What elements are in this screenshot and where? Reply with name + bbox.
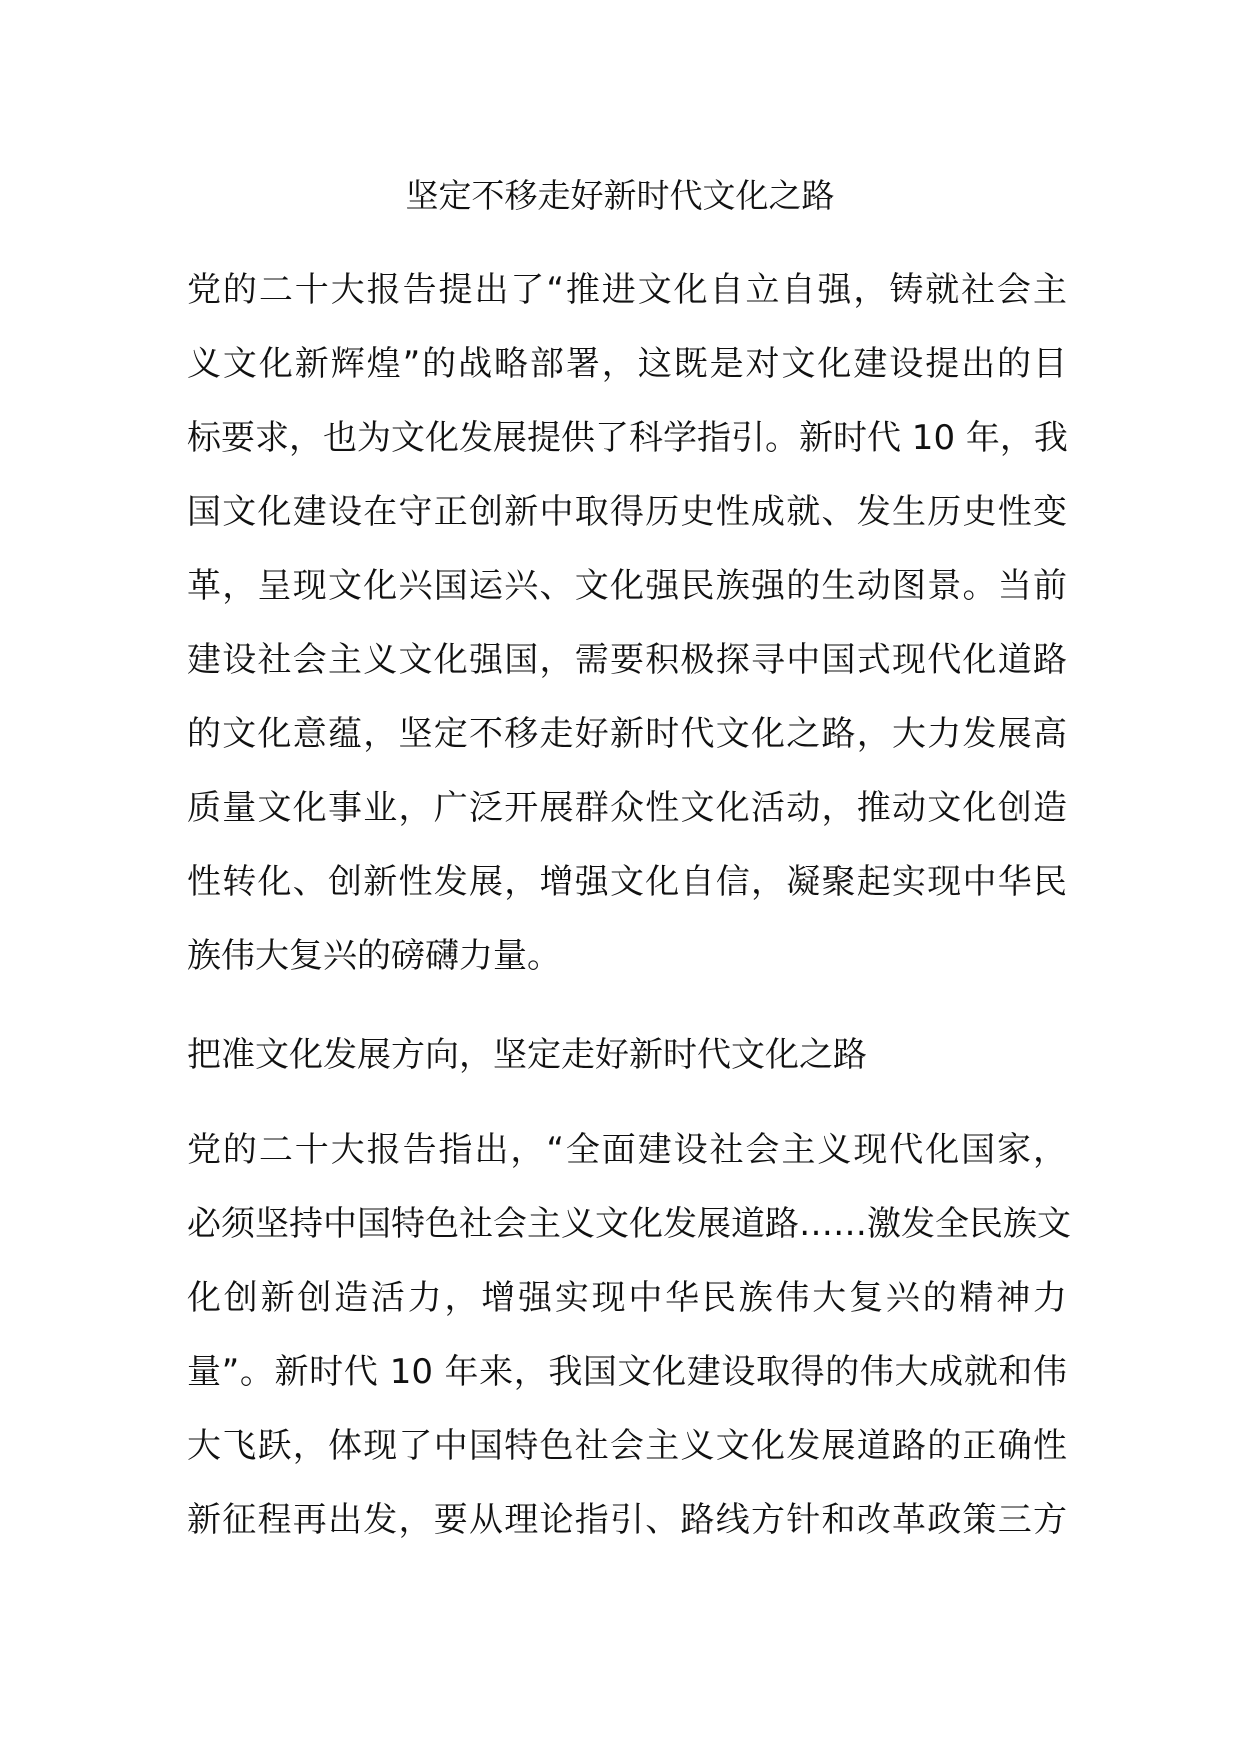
paragraph-line: 党的二十大报告指出，“全面建设社会主义现代化国家， [187, 1130, 1067, 1170]
paragraph-line: 大飞跃，体现了中国特色社会主义文化发展道路的正确性 [187, 1426, 1067, 1466]
paragraph-line: 性转化、创新性发展，增强文化自信，凝聚起实现中华民 [187, 862, 1067, 902]
paragraph-line: 革，呈现文化兴国运兴、文化强民族强的生动图景。当前 [187, 566, 1067, 606]
paragraph-line: 党的二十大报告提出了“推进文化自立自强，铸就社会主 [187, 270, 1067, 310]
paragraph-line: 标要求，也为文化发展提供了科学指引。新时代 10 年，我 [187, 418, 1068, 458]
paragraph-line: 族伟大复兴的磅礴力量。 [187, 936, 561, 976]
section-heading: 把准文化发展方向，坚定走好新时代文化之路 [187, 1035, 867, 1075]
paragraph-line: 新征程再出发，要从理论指引、路线方针和改革政策三方 [187, 1500, 1067, 1540]
paragraph-line: 量”。新时代 10 年来，我国文化建设取得的伟大成就和伟 [187, 1352, 1067, 1392]
paragraph-line: 化创新创造活力，增强实现中华民族伟大复兴的精神力 [187, 1278, 1067, 1318]
paragraph-line: 质量文化事业，广泛开展群众性文化活动，推动文化创造 [187, 788, 1067, 828]
document-title: 坚定不移走好新时代文化之路 [405, 176, 835, 215]
paragraph-line: 义文化新辉煌”的战略部署，这既是对文化建设提出的目 [187, 344, 1067, 384]
paragraph-line: 建设社会主义文化强国，需要积极探寻中国式现代化道路 [187, 640, 1067, 680]
paragraph-1 [187, 253, 1067, 993]
paragraph-line: 的文化意蕴，坚定不移走好新时代文化之路，大力发展高 [187, 714, 1067, 754]
paragraph-2 [187, 1113, 1071, 1557]
paragraph-line: 国文化建设在守正创新中取得历史性成就、发生历史性变 [187, 492, 1067, 532]
paragraph-line: 必须坚持中国特色社会主义文化发展道路……激发全民族文 [187, 1204, 1071, 1244]
